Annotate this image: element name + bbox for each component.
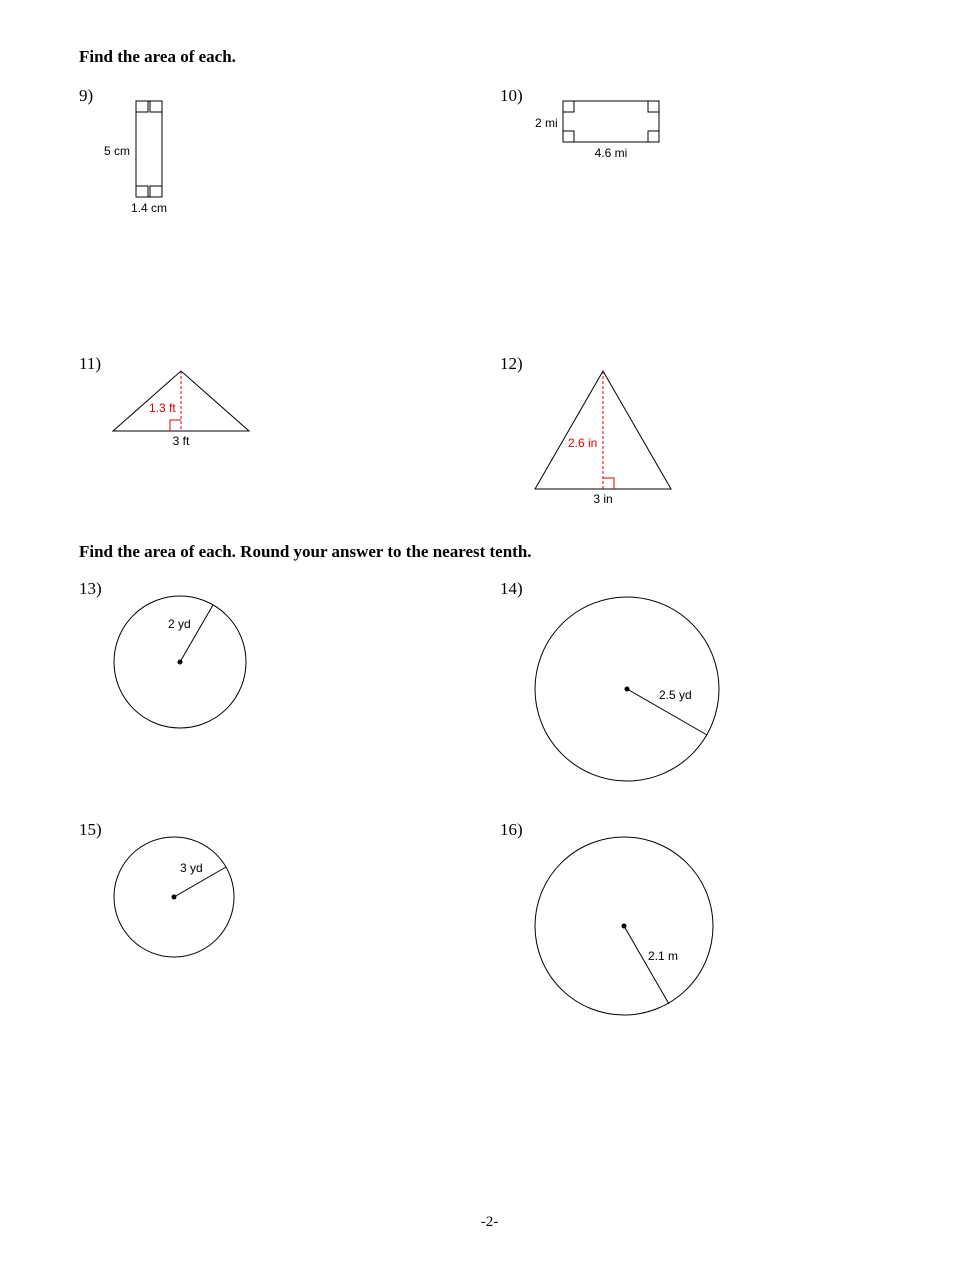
radius-line-16 <box>624 926 669 1004</box>
radius-label-13: 2 yd <box>168 617 191 631</box>
problem-number-12: 12) <box>500 354 523 373</box>
radius-label-16: 2.1 m <box>648 949 679 963</box>
height-label-9: 5 cm <box>104 144 131 158</box>
problem-number-9: 9) <box>79 86 94 105</box>
height-label-12: 2.6 in <box>568 436 598 450</box>
problem-number-15: 15) <box>79 820 102 839</box>
problem-number-13: 13) <box>79 579 102 598</box>
center-point-16 <box>622 924 627 929</box>
center-point-13 <box>178 660 183 665</box>
height-label-10: 2 mi <box>535 116 558 130</box>
problem-number-16: 16) <box>500 820 523 839</box>
section-heading-2: Find the area of each. Round your answer to the nearest tenth. <box>79 542 532 561</box>
triangle-figure-11 <box>113 371 249 431</box>
radius-label-15: 3 yd <box>180 861 203 875</box>
width-label-10: 4.6 mi <box>594 146 628 160</box>
center-point-15 <box>172 895 177 900</box>
rectangle-figure-9 <box>136 101 162 197</box>
width-label-9: 1.4 cm <box>130 201 168 215</box>
right-angle-mark-11 <box>170 420 181 431</box>
base-label-11: 3 ft <box>172 434 190 448</box>
problem-number-11: 11) <box>79 354 102 373</box>
right-angle-mark-12 <box>603 478 614 489</box>
triangle-figure-12 <box>535 371 671 489</box>
center-point-14 <box>625 687 630 692</box>
radius-line-13 <box>180 605 213 662</box>
height-label-11: 1.3 ft <box>149 401 176 415</box>
problem-number-10: 10) <box>500 86 523 105</box>
rectangle-figure-10 <box>563 101 659 142</box>
section-heading-1: Find the area of each. <box>79 47 236 66</box>
page-number: -2- <box>480 1214 499 1230</box>
radius-label-14: 2.5 yd <box>659 688 692 702</box>
base-label-12: 3 in <box>593 492 613 506</box>
problem-number-14: 14) <box>500 579 523 598</box>
